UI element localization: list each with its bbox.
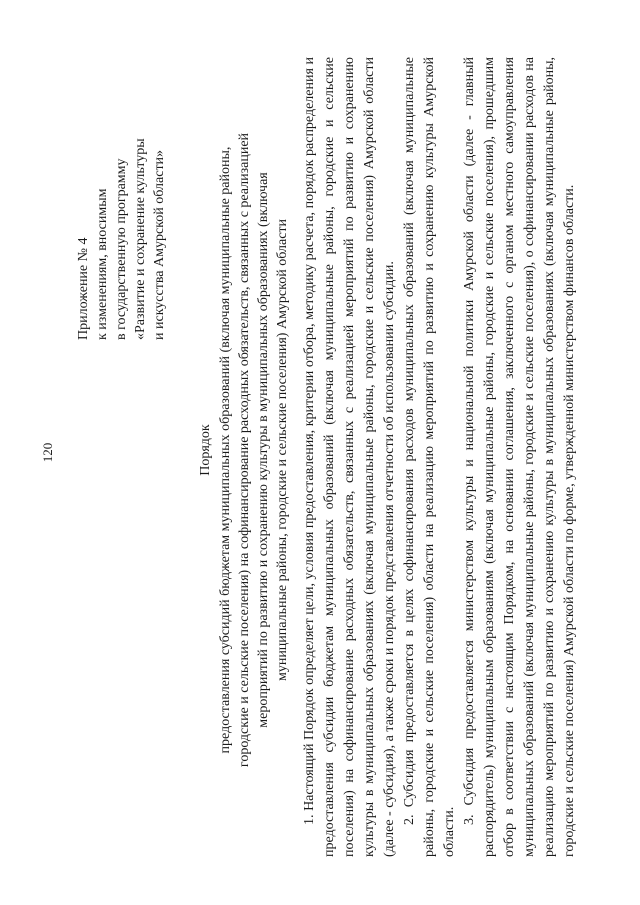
title-subtitle: предоставления субсидий бюджетам муниципальных образований (включая муниципальные районы, городские и сельские поселения) на софинансирование расходных обязательств, связанных с реализацией мероприятий по развитию и сохранению культуры в муниципальных образованиях (включая муниципальные районы, городские и сельские поселения) Амурской области — [218, 132, 290, 768]
page-number: 120 — [40, 442, 55, 463]
appendix-header — [74, 10, 169, 340]
title-heading: Порядок — [198, 424, 213, 476]
document-body — [300, 57, 580, 857]
document-title — [196, 130, 292, 770]
paragraph-2: 2. Субсидия предоставляется в целях софинансирования расходов муниципальных образований (включая муниципальные районы, городские и сельские поселения) области на реализацию мероприятий по развитию и сохранению культуры Амурской области. — [402, 57, 457, 857]
appendix-line: Приложение № 4 — [76, 237, 91, 340]
appendix-line: «Развитие и сохранение культуры — [133, 138, 148, 340]
appendix-line: в государственную программу — [114, 158, 129, 340]
appendix-line: к изменениям, вносимым — [95, 188, 110, 340]
appendix-line: и искусства Амурской области» — [152, 149, 167, 340]
paragraph-3: 3. Субсидия предоставляется министерством культуры и национальной политики Амурской области (далее - главный распорядитель) муниципальным образованиям (включая муниципальные районы, городские и сельские поселения), прошедшим отбор в соответствии с настоящим Порядком, на основании соглашения, заключенного с органом местного самоуправления муниципальных образований (включая муниципальные районы, городские и сельские поселения), о софинансировании расходов на реализацию мероприятий по развитию и сохранению культуры в муниципальных образованиях (включая муниципальные районы, городские и сельские поселения) Амурской области по форме, утвержденной министерством финансов области. — [462, 57, 577, 857]
paragraph-1: 1. Настоящий Порядок определяет цели, условия предоставления, критерии отбора, методику расчета, порядок распределения и предоставления субсидии бюджетам муниципальных образований (включая муниципальные районы, городские и сельские поселения) на софинансирование расходных обязательств, связанных с реализацией мероприятий по развитию и сохранению культуры в муниципальных образованиях (включая муниципальные районы, городские и сельские поселения) Амурской области (далее - субсидия), а также сроки и порядок представления отчетности об использовании субсидии. — [302, 57, 397, 857]
